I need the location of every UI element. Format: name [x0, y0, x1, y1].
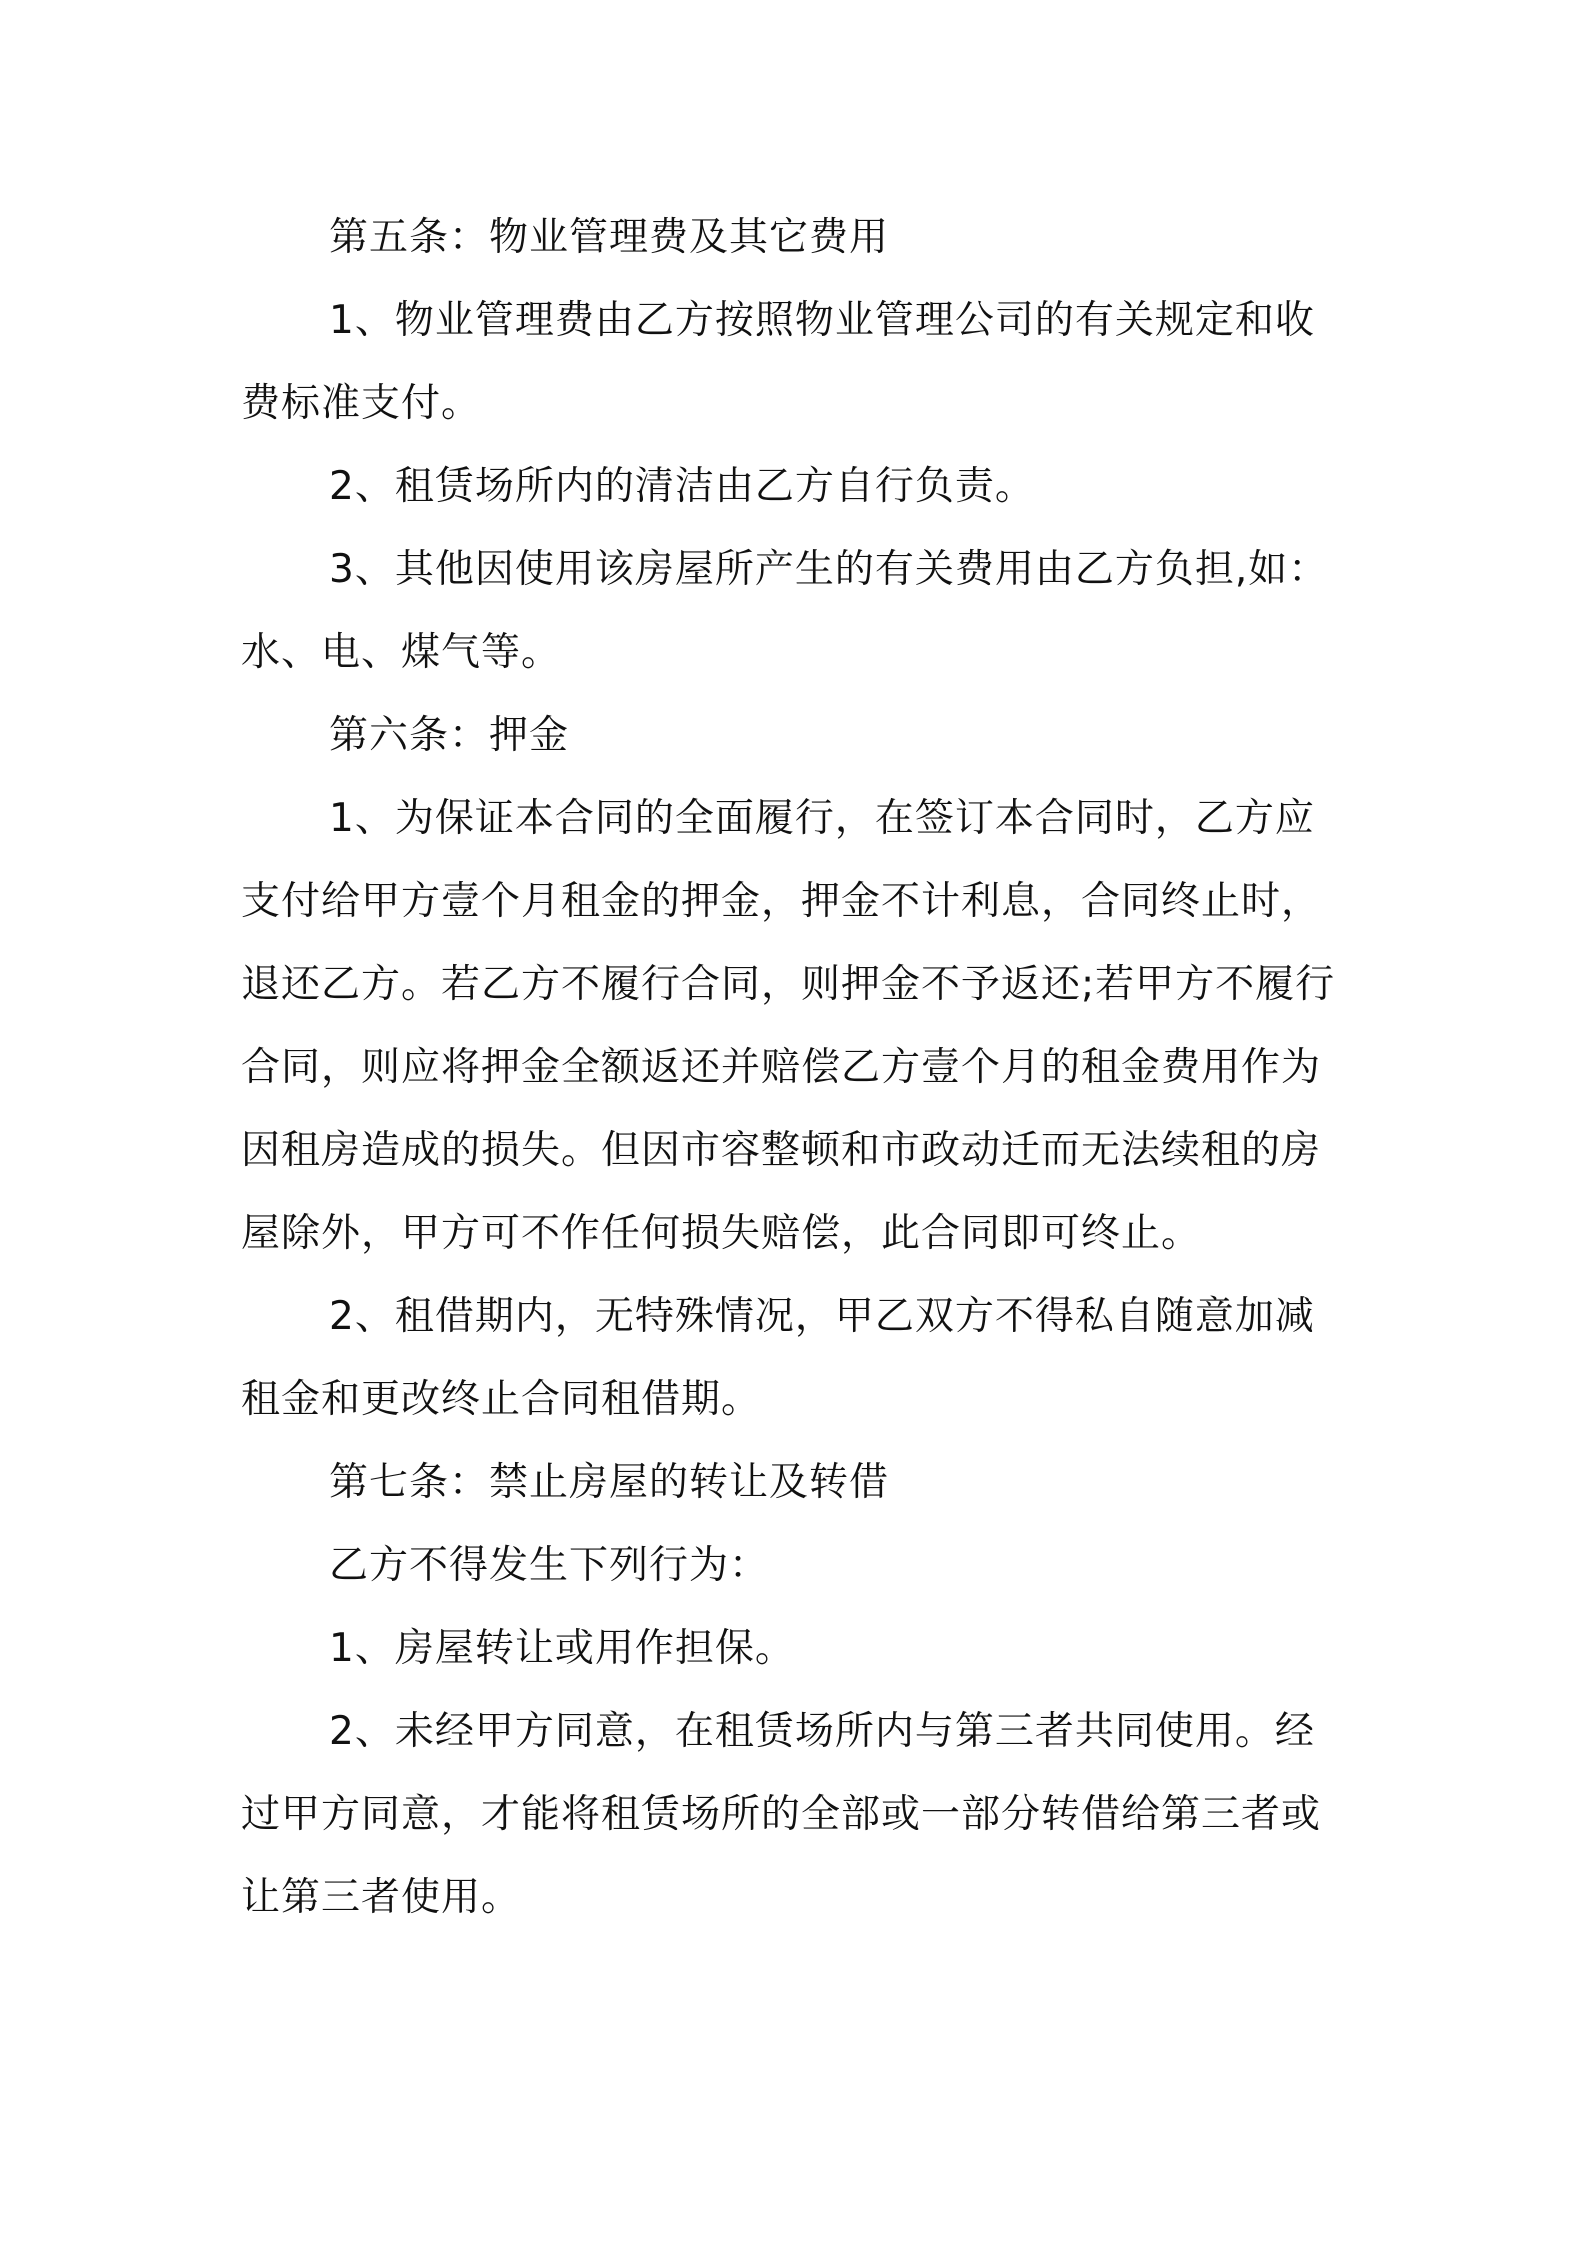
article-7-intro: 乙方不得发生下列行为：	[329, 1543, 770, 1588]
document-body	[241, 196, 1351, 1939]
article-7-clause-2: 2、未经甲方同意，在租赁场所内与第三者共同使用。经过甲方同意，才能将租赁场所的全部或一部分转借给第三者或让第三者使用。	[241, 1709, 1322, 1920]
article-7-clause-1: 1、房屋转让或用作担保。	[329, 1626, 795, 1671]
article-6-clause-1: 1、为保证本合同的全面履行，在签订本合同时，乙方应支付给甲方壹个月租金的押金，押金不计利息，合同终止时，退还乙方。若乙方不履行合同，则押金不予返还;若甲方不履行合同，则应将押金全额返还并赔偿乙方壹个月的租金费用作为因租房造成的损失。但因市容整顿和市政动迁而无法续租的房屋除外，甲方可不作任何损失赔偿，此合同即可终止。	[241, 796, 1336, 1256]
article-7-heading: 第七条：禁止房屋的转让及转借	[329, 1460, 890, 1505]
article-6-heading: 第六条：押金	[329, 713, 570, 758]
article-5-heading: 第五条：物业管理费及其它费用	[329, 215, 890, 260]
article-5-clause-2: 2、租赁场所内的清洁由乙方自行负责。	[329, 464, 1035, 509]
article-5-clause-1: 1、物业管理费由乙方按照物业管理公司的有关规定和收费标准支付。	[241, 298, 1315, 426]
article-6-clause-2: 2、租借期内，无特殊情况，甲乙双方不得私自随意加减租金和更改终止合同租借期。	[241, 1294, 1315, 1422]
article-5-clause-3: 3、其他因使用该房屋所产生的有关费用由乙方负担,如：水、电、煤气等。	[241, 547, 1329, 675]
